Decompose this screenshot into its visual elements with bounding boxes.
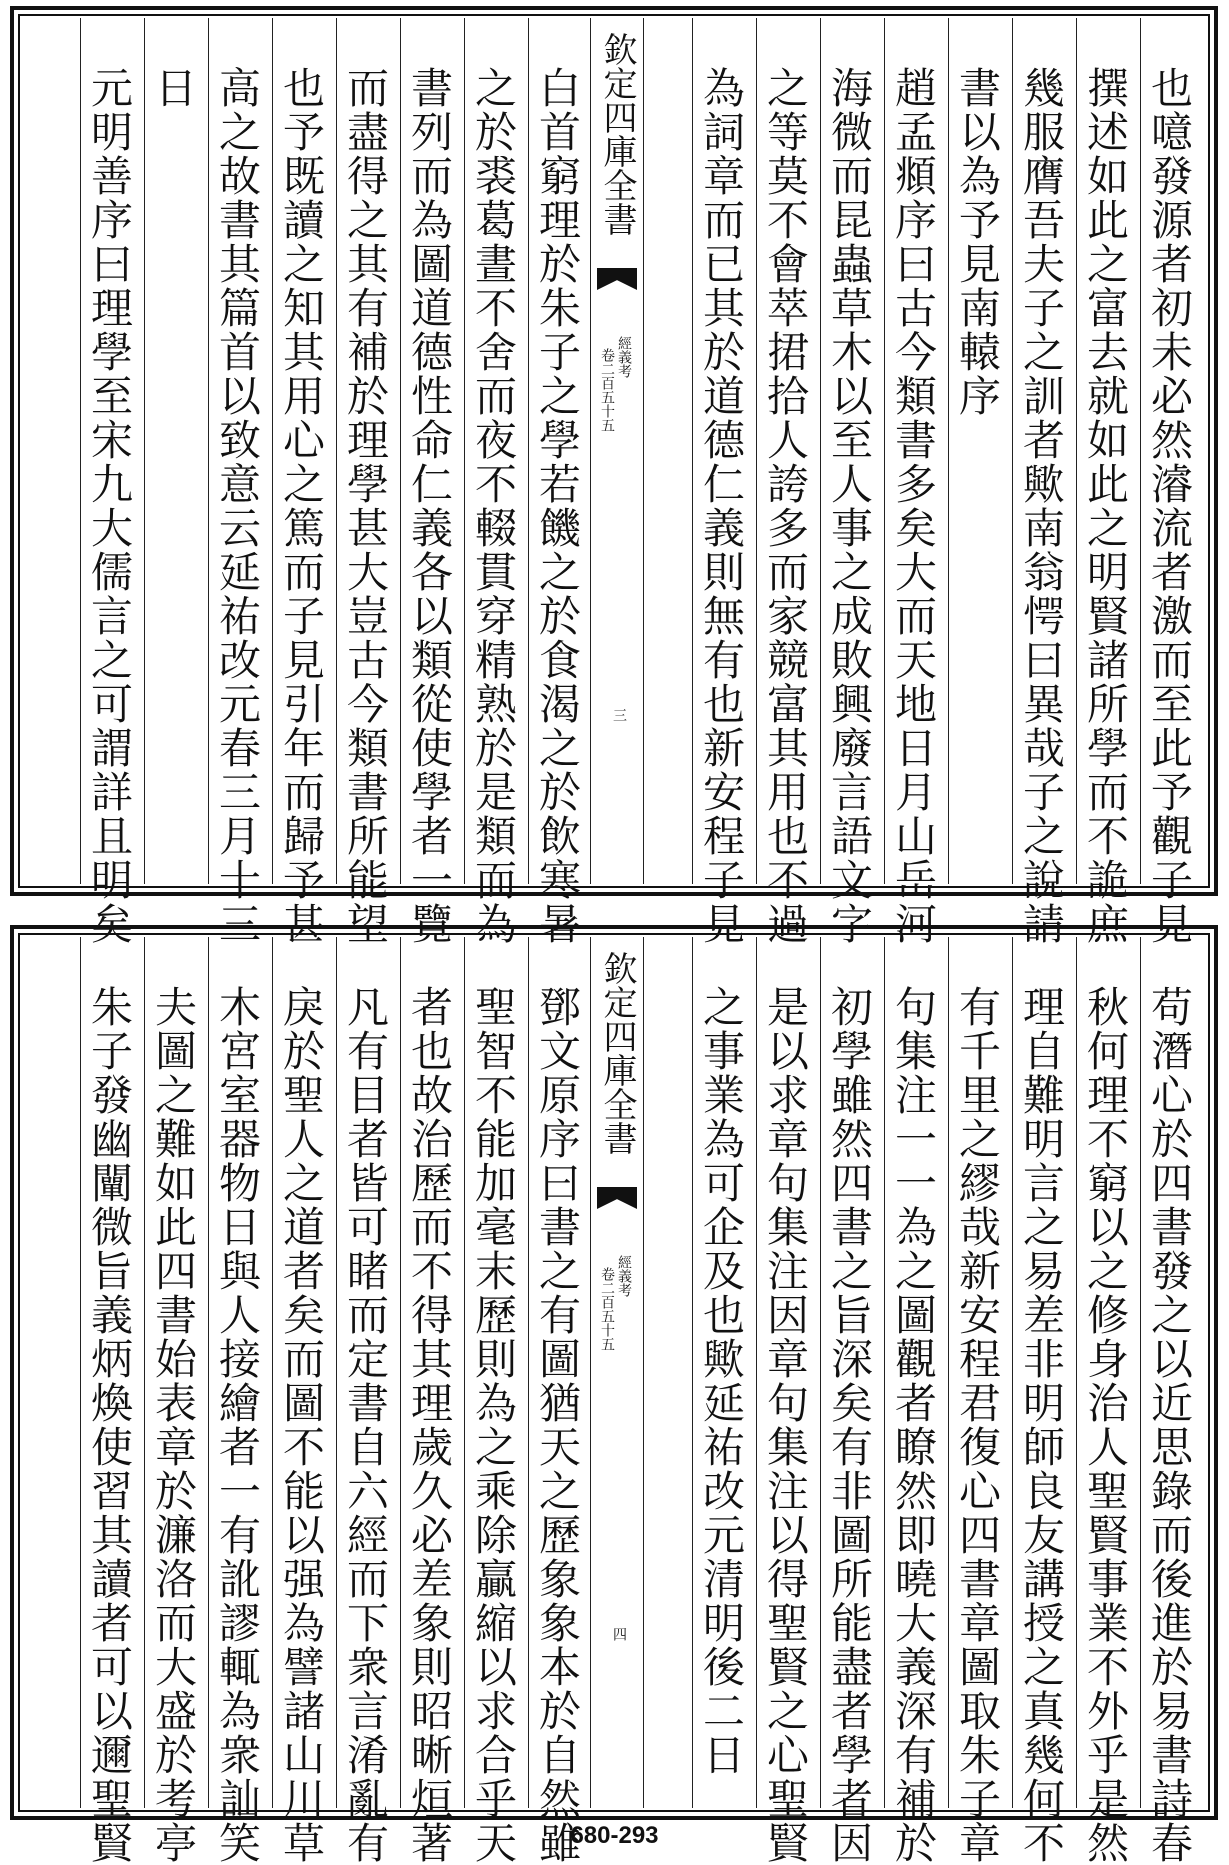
text-column: 之等莫不會萃捃拾人誇多而家競富其用也不過 xyxy=(756,18,814,884)
text-column: 書以為予見南轅序 xyxy=(948,18,1006,884)
text-column: 鄧文原序曰書之有圖猶天之歷象象本於自然雖 xyxy=(528,937,586,1808)
leaf-number: 四 xyxy=(611,1627,627,1641)
text-column: 書列而為圖道德性命仁義各以類從使學者一覽 xyxy=(400,18,458,884)
library-title: 欽定四庫全書 xyxy=(597,951,637,1155)
text-column: 者也故治歷而不得其理歲久必差象則昭晰烜著 xyxy=(400,937,458,1808)
text-column: 初學雖然四書之旨深矣有非圖所能盡者學者因 xyxy=(820,937,878,1808)
center-column xyxy=(590,937,644,1808)
text-column: 為詞章而已其於道德仁義則無有也新安程子見 xyxy=(692,18,750,884)
fishtail-mark xyxy=(597,1187,637,1209)
volume-number: 卷二百五十五 xyxy=(599,348,615,432)
text-column: 秋何理不窮以之修身治人聖賢事業不外乎是然 xyxy=(1076,937,1134,1808)
text-column: 也噫發源者初未必然濬流者激而至此予觀子見 xyxy=(1140,18,1198,884)
text-column: 戾於聖人之道者矣而圖不能以强為譬諸山川草 xyxy=(272,937,330,1808)
text-column: 木宮室器物日與人接繪者一有訛謬輒為衆訕笑 xyxy=(208,937,266,1808)
top-page xyxy=(10,6,1218,946)
text-column: 有千里之繆哉新安程君復心四書章圖取朱子章 xyxy=(948,937,1006,1808)
text-column: 理自難明言之易差非明師良友講授之真幾何不 xyxy=(1012,937,1070,1808)
text-column: 白首窮理於朱子之學若饑之於食渴之於飲寒暑 xyxy=(528,18,586,884)
text-column: 是以求章句集注因章句集注以得聖賢之心聖賢 xyxy=(756,937,814,1808)
text-column: 夫圖之難如此四書始表章於濂洛而大盛於考亭 xyxy=(144,937,202,1808)
library-title: 欽定四庫全書 xyxy=(597,32,637,236)
center-column xyxy=(590,18,644,884)
text-column: 元明善序曰理學至宋九大儒言之可謂詳且明矣 xyxy=(80,18,138,884)
text-column: 句集注一一為之圖觀者瞭然即曉大義深有補於 xyxy=(884,937,942,1808)
text-column: 海微而昆蟲草木以至人事之成敗興廢言語文字 xyxy=(820,18,878,884)
text-column: 之於裘葛晝不舍而夜不輟貫穿精熟於是類而為 xyxy=(464,18,522,884)
text-column: 幾服膺吾夫子之訓者歟南翁愕曰異哉子之說請 xyxy=(1012,18,1070,884)
text-column: 高之故書其篇首以致意云延祐改元春三月十三 xyxy=(208,18,266,884)
book-title: 經義考 xyxy=(616,1255,632,1297)
volume-number: 卷二百五十五 xyxy=(599,1267,615,1351)
text-column: 朱子發幽闡微旨義炳煥使習其讀者可以邇聖賢 xyxy=(80,937,138,1808)
text-column: 日 xyxy=(144,18,202,884)
leaf-number: 三 xyxy=(611,708,627,722)
text-column: 趙孟頫序曰古今類書多矣大而天地日月山岳河 xyxy=(884,18,942,884)
text-column: 而盡得之其有補於理學甚大豈古今類書所能望 xyxy=(336,18,394,884)
text-column: 撰述如此之富去就如此之明賢諸所學而不詭庶 xyxy=(1076,18,1134,884)
text-column: 之事業為可企及也歟延祐改元清明後二日 xyxy=(692,937,750,1808)
page-number: 680-293 xyxy=(570,1822,659,1849)
text-column: 聖智不能加毫末歷則為之乘除贏縮以求合乎天 xyxy=(464,937,522,1808)
fishtail-mark xyxy=(597,268,637,290)
text-column: 凡有目者皆可睹而定書自六經而下衆言淆亂有 xyxy=(336,937,394,1808)
text-column: 苟潛心於四書發之以近思錄而後進於易書詩春 xyxy=(1140,937,1198,1808)
text-column: 也予既讀之知其用心之篤而子見引年而歸予甚 xyxy=(272,18,330,884)
book-title: 經義考 xyxy=(616,336,632,378)
